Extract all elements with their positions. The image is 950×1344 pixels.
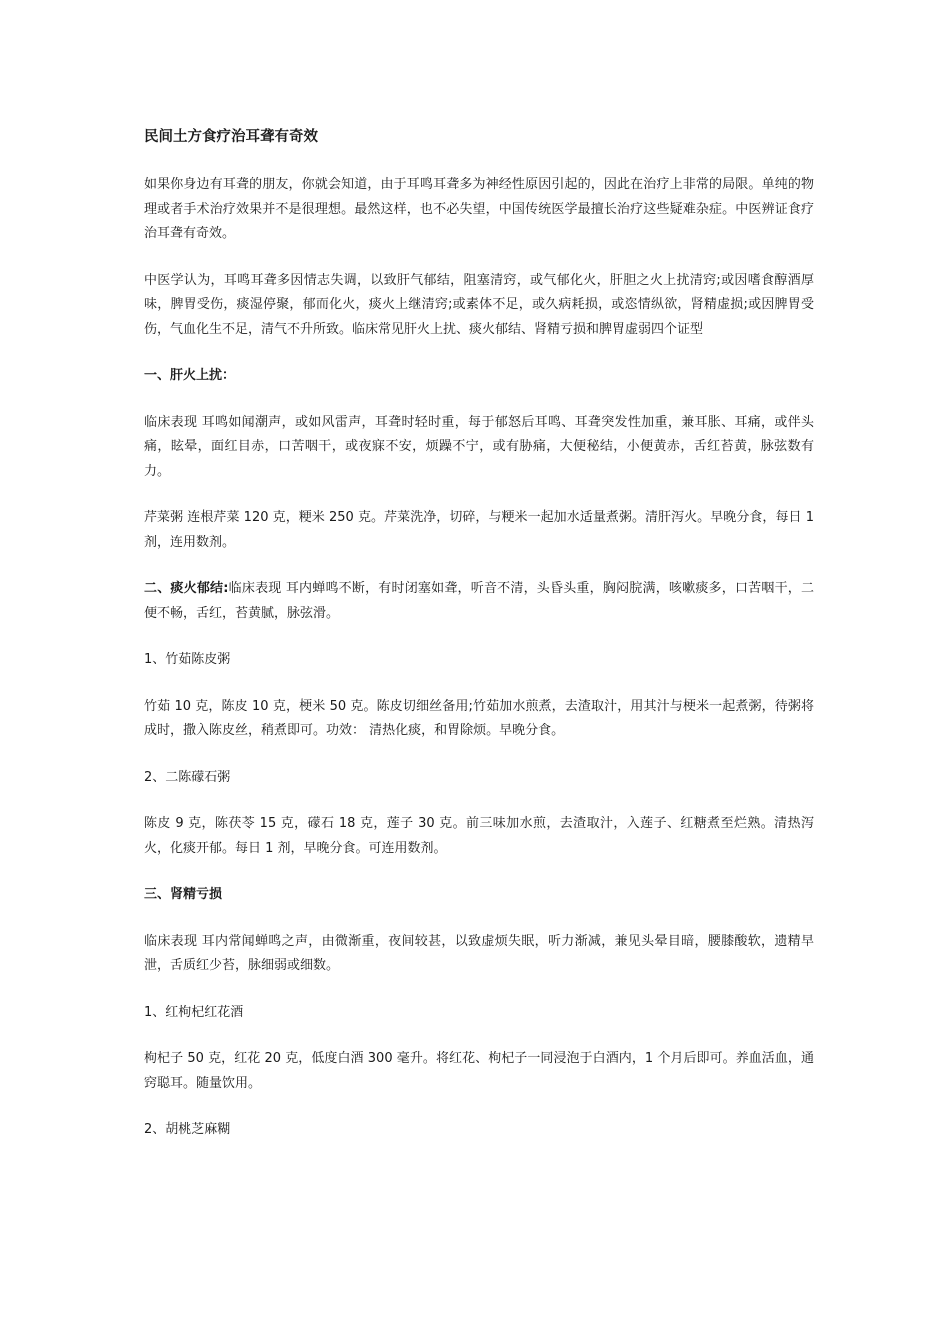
section-3-recipe-1-title: 1、红枸杞红花酒 <box>144 1004 244 1020</box>
section-2-symptoms: 临床表现 耳内蝉鸣不断，有时闭塞如聋，听音不清，头昏头重，胸闷脘满，咳嗽痰多，口苦咽干，二便不畅，舌红，苔黄腻，脉弦滑。 <box>144 581 814 621</box>
section-3-recipe-2-title: 2、胡桃芝麻糊 <box>144 1122 231 1137</box>
section-2-recipe-1-body: 竹茹 10 克，陈皮 10 克，梗米 50 克。陈皮切细丝备用;竹茹加水煎煮，去渣取汁，用其汁与梗米一起煮粥，待粥将成时，撒入陈皮丝，稍煮即可。功效： 清热化痰，和胃除烦。早晚分食。 <box>144 698 814 738</box>
document-page <box>144 124 814 1165</box>
section-2-recipe-1-title: 1、竹茹陈皮粥 <box>144 652 231 667</box>
section-2-paragraph <box>144 577 814 626</box>
section-2-recipe-2-title: 2、二陈礞石粥 <box>144 769 231 785</box>
section-2-heading: 二、痰火郁结: <box>144 581 229 596</box>
document-title: 民间土方食疗治耳聋有奇效 <box>144 129 318 145</box>
section-3-symptoms: 临床表现 耳内常闻蝉鸣之声，由微渐重，夜间较甚，以致虚烦失眠，听力渐减，兼见头晕目暗，腰膝酸软，遗精早泄，舌质红少苔，脉细弱或细数。 <box>144 933 814 973</box>
section-1-symptoms: 临床表现 耳鸣如闻潮声，或如风雷声，耳聋时轻时重，每于郁怒后耳鸣、耳聋突发性加重，兼耳胀、耳痛，或伴头痛，眩晕，面红目赤，口苦咽干，或夜寐不安，烦躁不宁，或有胁痛，大便秘结，小便黄赤，舌红苔黄，脉弦数有力。 <box>144 414 814 479</box>
intro-paragraph-2: 中医学认为，耳鸣耳聋多因情志失调，以致肝气郁结，阻塞清窍，或气郁化火，肝胆之火上扰清窍;或因嗜食醇酒厚味，脾胃受伤，痰湿停聚，郁而化火，痰火上继清窍;或素体不足，或久病耗损，或恣情纵欲，肾精虚损;或因脾胃受伤，气血化生不足，清气不升所致。临床常见肝火上扰、痰火郁结、肾精亏损和脾胃虚弱四个证型 <box>144 272 814 337</box>
section-3-heading: 三、肾精亏损 <box>144 887 223 902</box>
section-1-recipe: 芹菜粥 连根芹菜 120 克，粳米 250 克。芹菜洗净，切碎，与粳米一起加水适量煮粥。清肝泻火。早晚分食，每日 1 剂，连用数剂。 <box>144 510 814 550</box>
intro-paragraph-1: 如果你身边有耳聋的朋友，你就会知道，由于耳鸣耳聋多为神经性原因引起的，因此在治疗上非常的局限。单纯的物理或者手术治疗效果并不是很理想。最然这样，也不必失望，中国传统医学最擅长治疗这些疑难杂症。中医辨证食疗治耳聋有奇效。 <box>144 177 814 241</box>
section-2-recipe-2-body: 陈皮 9 克，陈茯苓 15 克，礞石 18 克，莲子 30 克。前三味加水煎，去渣取汁，入莲子、红糖煮至烂熟。清热泻火，化痰开郁。每日 1 剂，早晚分食。可连用数剂。 <box>144 816 814 856</box>
section-3-recipe-1-body: 枸杞子 50 克，红花 20 克，低度白酒 300 毫升。将红花、枸杞子一同浸泡于白酒内，1 个月后即可。养血活血，通窍聪耳。随量饮用。 <box>144 1051 814 1091</box>
section-1-heading: 一、肝火上扰： <box>144 368 236 383</box>
